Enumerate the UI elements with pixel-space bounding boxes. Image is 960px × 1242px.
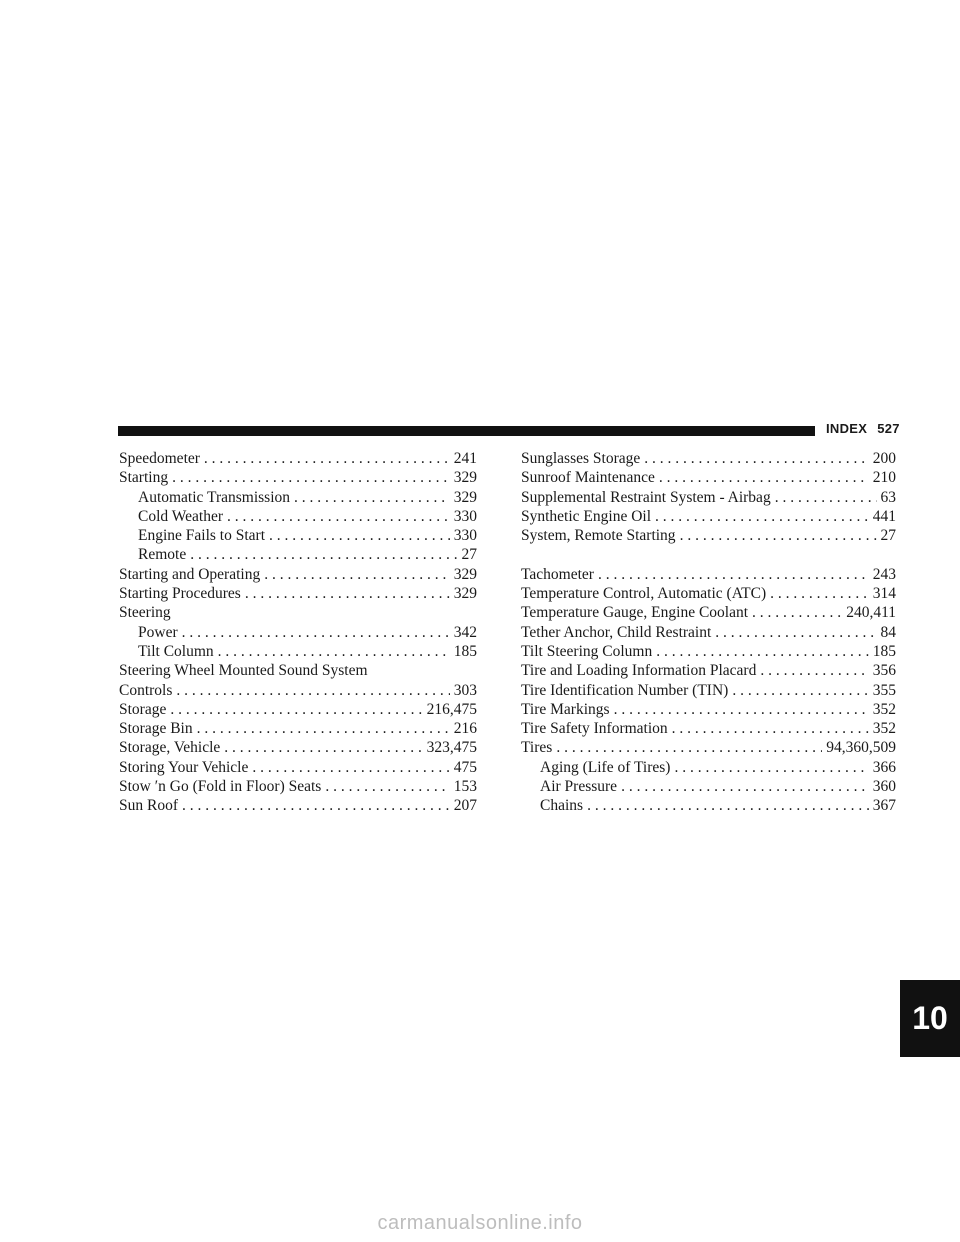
leader-dots xyxy=(659,468,869,487)
entry-title: Temperature Gauge, Engine Coolant xyxy=(521,604,749,622)
leader-dots xyxy=(770,584,869,603)
entry-page: 352 xyxy=(872,720,896,738)
entry-page: 352 xyxy=(872,700,896,718)
index-entry xyxy=(119,526,477,545)
index-entry xyxy=(119,642,477,661)
header-rule xyxy=(118,426,815,436)
index-entry xyxy=(521,584,896,603)
index-entry xyxy=(119,623,477,642)
leader-dots xyxy=(218,642,450,661)
running-header xyxy=(826,421,900,436)
entry-title: Sunglasses Storage xyxy=(521,450,641,467)
entry-title: Storing Your Vehicle xyxy=(119,758,249,776)
entry-title: Starting xyxy=(119,469,169,487)
leader-dots xyxy=(614,700,869,719)
index-entry xyxy=(521,468,896,487)
header-page-number: 527 xyxy=(877,421,900,436)
index-entry xyxy=(119,565,477,584)
entry-page: 303 xyxy=(453,681,477,699)
leader-dots xyxy=(656,642,869,661)
entry-page: 200 xyxy=(872,450,896,467)
entry-title: Sun Roof xyxy=(119,797,178,815)
index-entry xyxy=(521,623,896,642)
index-entry xyxy=(119,488,477,507)
index-entry xyxy=(119,719,477,738)
index-entry xyxy=(521,507,896,526)
entry-page: 329 xyxy=(453,585,477,603)
entry-page: 355 xyxy=(872,681,896,699)
leader-dots xyxy=(294,488,450,507)
index-entry xyxy=(521,681,896,700)
index-column-right xyxy=(521,449,896,816)
leader-dots xyxy=(227,507,450,526)
leader-dots xyxy=(760,661,868,680)
entry-page: 153 xyxy=(453,778,477,796)
entry-title: Storage xyxy=(119,700,167,718)
entry-page: 475 xyxy=(453,758,477,776)
leader-dots xyxy=(182,796,450,815)
index-entry xyxy=(119,545,477,564)
entry-page: 94,360,509 xyxy=(826,739,896,757)
entry-page: 241 xyxy=(453,450,477,467)
entry-page: 329 xyxy=(453,469,477,487)
index-entry xyxy=(521,758,896,777)
index-entry xyxy=(119,584,477,603)
entry-title: Aging (Life of Tires) xyxy=(540,758,671,776)
leader-dots xyxy=(245,584,450,603)
entry-title: Power xyxy=(138,623,178,641)
entry-page: 84 xyxy=(880,623,896,641)
entry-title: Controls xyxy=(119,681,173,699)
entry-title: Starting Procedures xyxy=(119,585,241,603)
index-entry xyxy=(119,681,477,700)
leader-dots xyxy=(197,719,450,738)
entry-title: Temperature Control, Automatic (ATC) xyxy=(521,585,767,603)
index-entry xyxy=(119,796,477,815)
leader-dots xyxy=(644,449,868,468)
entry-page: 329 xyxy=(453,488,477,506)
entry-title: Tilt Steering Column xyxy=(521,642,653,660)
leader-dots xyxy=(715,623,876,642)
leader-dots xyxy=(621,777,869,796)
entry-title: Tires xyxy=(521,739,553,757)
entry-title: System, Remote Starting xyxy=(521,527,676,545)
index-column-left xyxy=(119,449,477,816)
index-entry xyxy=(119,738,477,757)
entry-title: Synthetic Engine Oil xyxy=(521,507,652,525)
leader-dots xyxy=(752,603,842,622)
index-entry xyxy=(521,603,896,622)
watermark: carmanualsonline.info xyxy=(377,1212,583,1234)
entry-title: Cold Weather xyxy=(138,507,223,525)
entry-page: 216,475 xyxy=(426,700,477,718)
entry-page: 330 xyxy=(453,527,477,545)
index-entry xyxy=(521,719,896,738)
index-entry xyxy=(119,507,477,526)
leader-dots xyxy=(224,738,422,757)
leader-dots xyxy=(587,796,869,815)
index-entry xyxy=(119,777,477,796)
entry-title: Tire Safety Information xyxy=(521,720,668,738)
leader-dots xyxy=(556,738,822,757)
index-entry xyxy=(521,700,896,719)
entry-page: 185 xyxy=(453,642,477,660)
entry-page: 240,411 xyxy=(846,604,896,622)
entry-page: 330 xyxy=(453,507,477,525)
index-entry xyxy=(119,661,477,680)
entry-title: Tilt Column xyxy=(138,642,214,660)
entry-page: 216 xyxy=(453,720,477,738)
header-section-label: INDEX xyxy=(826,421,868,436)
leader-dots xyxy=(176,681,449,700)
entry-title: Tire Identification Number (TIN) xyxy=(521,681,729,699)
leader-dots xyxy=(182,623,450,642)
entry-title: Supplemental Restraint System - Airbag xyxy=(521,488,771,506)
entry-title: Steering Wheel Mounted Sound System xyxy=(119,662,368,680)
entry-title: Tether Anchor, Child Restraint xyxy=(521,623,712,641)
entry-page: 243 xyxy=(872,565,896,583)
index-entry xyxy=(119,700,477,719)
index-entry xyxy=(119,603,477,622)
index-entry xyxy=(521,488,896,507)
entry-title: Stow ′n Go (Fold in Floor) Seats xyxy=(119,778,322,796)
entry-title: Chains xyxy=(540,797,584,815)
leader-dots xyxy=(190,545,457,564)
index-entry xyxy=(119,758,477,777)
leader-dots xyxy=(325,777,449,796)
index-entry xyxy=(521,565,896,584)
index-entry xyxy=(521,526,896,545)
index-entry xyxy=(521,738,896,757)
index-entry xyxy=(521,661,896,680)
index-entry xyxy=(119,449,477,468)
entry-page: 366 xyxy=(872,758,896,776)
entry-page: 360 xyxy=(872,778,896,796)
entry-title: Starting and Operating xyxy=(119,565,261,583)
leader-dots xyxy=(655,507,869,526)
entry-title: Engine Fails to Start xyxy=(138,527,266,545)
entry-title: Automatic Transmission xyxy=(138,488,291,506)
entry-page: 210 xyxy=(872,469,896,487)
entry-page: 367 xyxy=(872,797,896,815)
leader-dots xyxy=(264,565,450,584)
index-entry xyxy=(521,642,896,661)
entry-page: 314 xyxy=(872,585,896,603)
entry-title: Sunroof Maintenance xyxy=(521,469,655,487)
entry-page: 63 xyxy=(880,488,896,506)
entry-page: 207 xyxy=(453,797,477,815)
entry-title: Storage, Vehicle xyxy=(119,739,221,757)
entry-title: Storage Bin xyxy=(119,720,193,738)
entry-page: 441 xyxy=(872,507,896,525)
chapter-tab: 10 xyxy=(900,980,960,1057)
leader-dots xyxy=(170,700,422,719)
leader-dots xyxy=(204,449,450,468)
entry-title: Tachometer xyxy=(521,565,594,583)
leader-dots xyxy=(598,565,869,584)
leader-dots xyxy=(674,758,868,777)
leader-dots xyxy=(672,719,869,738)
leader-dots xyxy=(252,758,449,777)
entry-page: 27 xyxy=(880,527,896,545)
entry-page: 185 xyxy=(872,642,896,660)
entry-title: Speedometer xyxy=(119,450,200,467)
entry-page: 329 xyxy=(453,565,477,583)
index-entry xyxy=(521,449,896,468)
index-entry xyxy=(119,468,477,487)
leader-dots xyxy=(680,526,877,545)
index-entry xyxy=(521,777,896,796)
entry-title: Steering xyxy=(119,604,171,622)
entry-page: 356 xyxy=(872,662,896,680)
leader-dots xyxy=(775,488,877,507)
leader-dots xyxy=(732,681,868,700)
entry-gap xyxy=(521,545,896,564)
leader-dots xyxy=(269,526,450,545)
entry-page: 27 xyxy=(461,546,477,564)
entry-page: 323,475 xyxy=(426,739,477,757)
entry-title: Remote xyxy=(138,546,187,564)
entry-page: 342 xyxy=(453,623,477,641)
leader-dots xyxy=(172,468,450,487)
index-entry xyxy=(521,796,896,815)
entry-title: Tire Markings xyxy=(521,700,610,718)
entry-title: Tire and Loading Information Placard xyxy=(521,662,757,680)
entry-title: Air Pressure xyxy=(540,778,618,796)
